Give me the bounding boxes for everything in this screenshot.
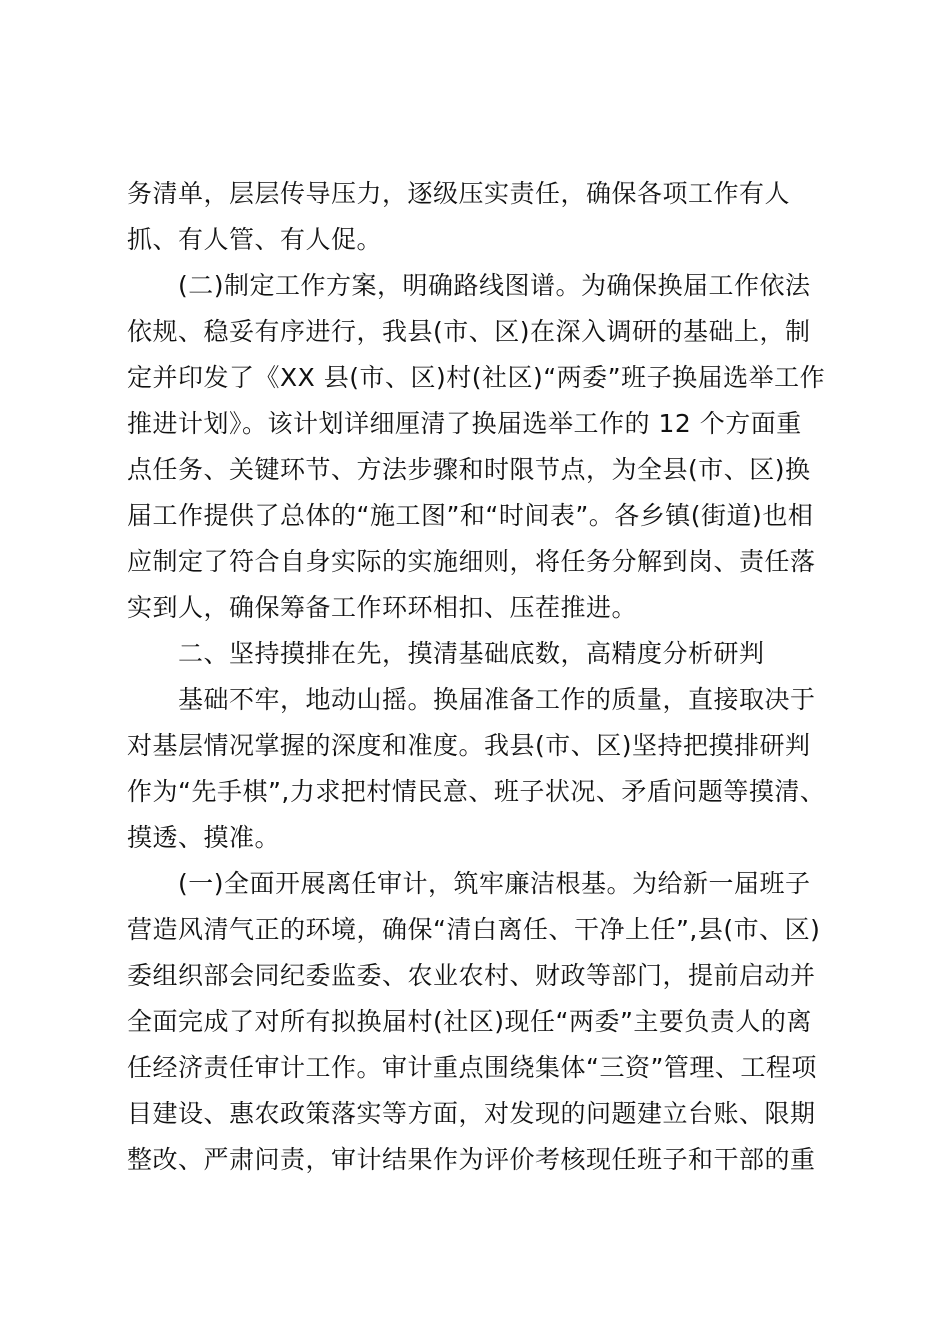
paragraph-line: 目建设、惠农政策落实等方面，对发现的问题建立台账、限期 xyxy=(127,1099,816,1128)
section-heading-line: (二)制定工作方案，明确路线图谱。为确保换届工作依法 xyxy=(178,271,811,300)
paragraph-line: 依规、稳妥有序进行，我县(市、区)在深入调研的基础上，制 xyxy=(127,317,811,346)
paragraph-line: 摸透、摸准。 xyxy=(127,823,281,852)
paragraph-line: 委组织部会同纪委监委、农业农村、财政等部门，提前启动并 xyxy=(127,961,816,990)
paragraph-line: 基础不牢，地动山摇。换届准备工作的质量，直接取决于 xyxy=(178,685,816,714)
paragraph-line: 应制定了符合自身实际的实施细则，将任务分解到岗、责任落 xyxy=(127,547,816,576)
paragraph-line: 任经济责任审计工作。审计重点围绕集体“三资”管理、工程项 xyxy=(127,1053,817,1082)
paragraph-line: 对基层情况掌握的深度和准度。我县(市、区)坚持把摸排研判 xyxy=(127,731,811,760)
paragraph-line: 全面完成了对所有拟换届村(社区)现任“两委”主要负责人的离 xyxy=(127,1007,812,1036)
paragraph-line: 推进计划》。该计划详细厘清了换届选举工作的 12 个方面重 xyxy=(127,409,802,438)
paragraph-line: 作为“先手棋”,力求把村情民意、班子状况、矛盾问题等摸清、 xyxy=(127,777,826,806)
section-heading-line: (一)全面开展离任审计，筑牢廉洁根基。为给新一届班子 xyxy=(178,869,811,898)
paragraph-line: 实到人，确保筹备工作环环相扣、压茬推进。 xyxy=(127,593,638,622)
paragraph-line: 营造风清气正的环境，确保“清白离任、干净上任”,县(市、区) xyxy=(127,915,821,944)
paragraph-line: 抓、有人管、有人促。 xyxy=(127,225,383,254)
paragraph-line: 定并印发了《XX 县(市、区)村(社区)“两委”班子换届选举工作 xyxy=(127,363,826,392)
paragraph-line: 务清单，层层传导压力，逐级压实责任，确保各项工作有人 xyxy=(127,179,791,208)
paragraph-line: 点任务、关键环节、方法步骤和时限节点，为全县(市、区)换 xyxy=(127,455,811,484)
paragraph-line: 届工作提供了总体的“施工图”和“时间表”。各乡镇(街道)也相 xyxy=(127,501,814,530)
paragraph-line: 整改、严肃问责，审计结果作为评价考核现任班子和干部的重 xyxy=(127,1145,816,1174)
section-heading: 二、坚持摸排在先，摸清基础底数，高精度分析研判 xyxy=(178,639,765,668)
